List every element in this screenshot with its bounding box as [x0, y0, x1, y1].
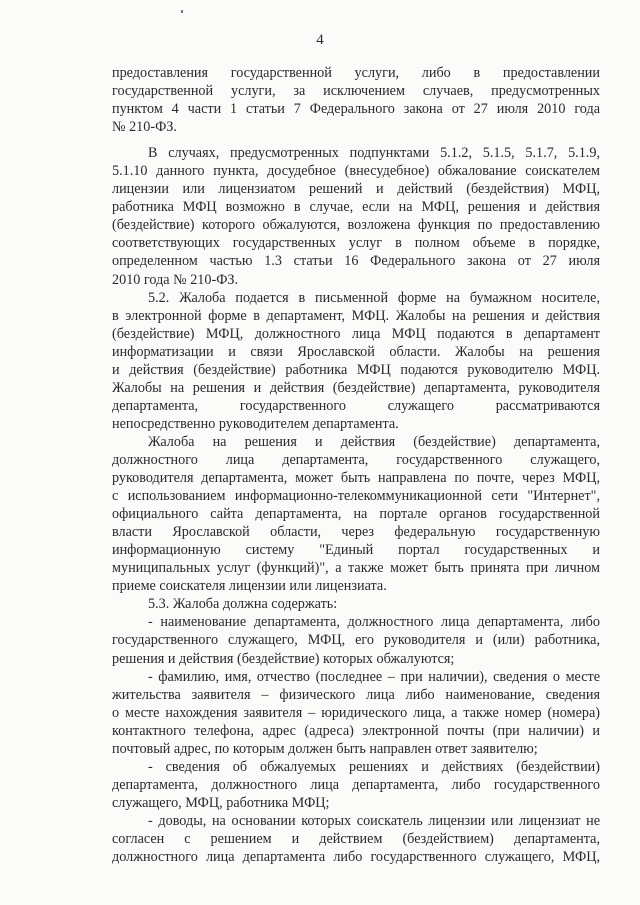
text-line: (бездействие) МФЦ, должностного лица МФЦ подаются в департамент: [112, 325, 600, 342]
text-line: 5.3. Жалоба должна содержать:: [148, 596, 338, 613]
text-line: определенном частью 1.3 статьи 16 Федерального закона от 27 июля: [112, 253, 600, 270]
text-line: Жалобы на решения и действия (бездействие) департамента, руководителя: [112, 379, 600, 396]
text-line: пунктом 4 части 1 статьи 7 Федерального закона от 27 июля 2010 года: [112, 101, 600, 118]
text-line: руководителя департамента, может быть направлена по почте, через МФЦ,: [112, 470, 600, 487]
text-line: контактного телефона, адрес (адреса) электронной почты (при наличии) и: [112, 722, 600, 739]
text-line: соответствующих государственных услуг в полном объеме в порядке,: [112, 235, 600, 252]
paragraph-gap: [112, 136, 600, 144]
text-line: - сведения об обжалуемых решениях и действиях (бездействии): [148, 758, 600, 775]
text-line: работника МФЦ возможно в случае, если на МФЦ, решения и действия: [112, 199, 600, 216]
text-line: предоставления государственной услуги, либо в предоставлении: [112, 65, 600, 81]
text-line: 5.1.10 данного пункта, досудебное (внесудебное) обжалование соискателем: [112, 163, 600, 180]
text-line: департамента, должностного лица департамента, либо государственного: [112, 776, 600, 793]
text-line: решения и действия (бездействие) которых обжалуются;: [112, 650, 455, 667]
text-line: - доводы, на основании которых соискатель лицензии или лицензиат не: [148, 812, 600, 829]
text-line: - фамилию, имя, отчество (последнее – при наличии), сведения о месте: [148, 668, 600, 685]
text-line: почтовый адрес, по которым должен быть направлен ответ заявителю;: [112, 740, 538, 757]
text-line: лицензии или лицензиатом решений и действий (бездействия) МФЦ,: [112, 181, 600, 198]
text-line: 5.2. Жалоба подается в письменной форме на бумажном носителе,: [148, 289, 600, 306]
text-line: должностного лица департамента, государственного служащего,: [112, 451, 600, 468]
text-line: приеме соискателя лицензии или лицензиата.: [112, 578, 387, 595]
text-line: служащего, МФЦ, работника МФЦ;: [112, 794, 330, 811]
text-line: о месте нахождения заявителя – юридического лица, а также номер (номера): [112, 704, 600, 721]
text-line: муниципальных услуг (функций)", а также может быть принята при личном: [112, 560, 600, 577]
text-line: в электронной форме в департамент, МФЦ. Жалобы на решения и действия: [112, 307, 600, 324]
text-line: информатизации и связи Ярославской области. Жалобы на решения: [112, 343, 600, 360]
text-line: - наименование департамента, должностного лица департамента, либо: [148, 614, 600, 631]
text-line: государственного служащего, МФЦ, его руководителя и (или) работника,: [112, 632, 600, 649]
text-line: жительства заявителя – физического лица либо наименование, сведения: [112, 686, 600, 703]
text-line: Жалоба на решения и действия (бездействие) департамента,: [148, 433, 600, 450]
page-number: 4: [316, 32, 324, 48]
text-line: должностного лица департамента либо государственного служащего, МФЦ,: [112, 849, 600, 866]
text-line: непосредственно руководителем департамента.: [112, 415, 399, 432]
text-line: официального сайта департамента, на портале органов государственной: [112, 506, 600, 523]
text-line: государственной услуги, за исключением случаев, предусмотренных: [112, 83, 600, 100]
document-body: [112, 64, 600, 866]
text-line: согласен с решением и действием (бездействием) департамента,: [112, 830, 600, 847]
text-line: власти Ярославской области, через федеральную государственную: [112, 524, 600, 541]
text-line: департамента, государственного служащего рассматриваются: [112, 397, 600, 414]
text-line: № 210-ФЗ.: [112, 119, 177, 136]
text-line: В случаях, предусмотренных подпунктами 5.1.2, 5.1.5, 5.1.7, 5.1.9,: [148, 145, 600, 162]
scan-mark: [181, 10, 183, 13]
text-line: с использованием информационно-телекоммуникационной сети "Интернет",: [112, 488, 600, 505]
text-line: 2010 года № 210-ФЗ.: [112, 271, 239, 288]
text-line: (бездействие) которого обжалуются, возложена функция по предоставлению: [112, 217, 600, 234]
text-line: информационную систему "Единый портал государственных и: [112, 542, 600, 559]
text-line: и действия (бездействие) работника МФЦ подаются руководителю МФЦ.: [112, 361, 600, 378]
